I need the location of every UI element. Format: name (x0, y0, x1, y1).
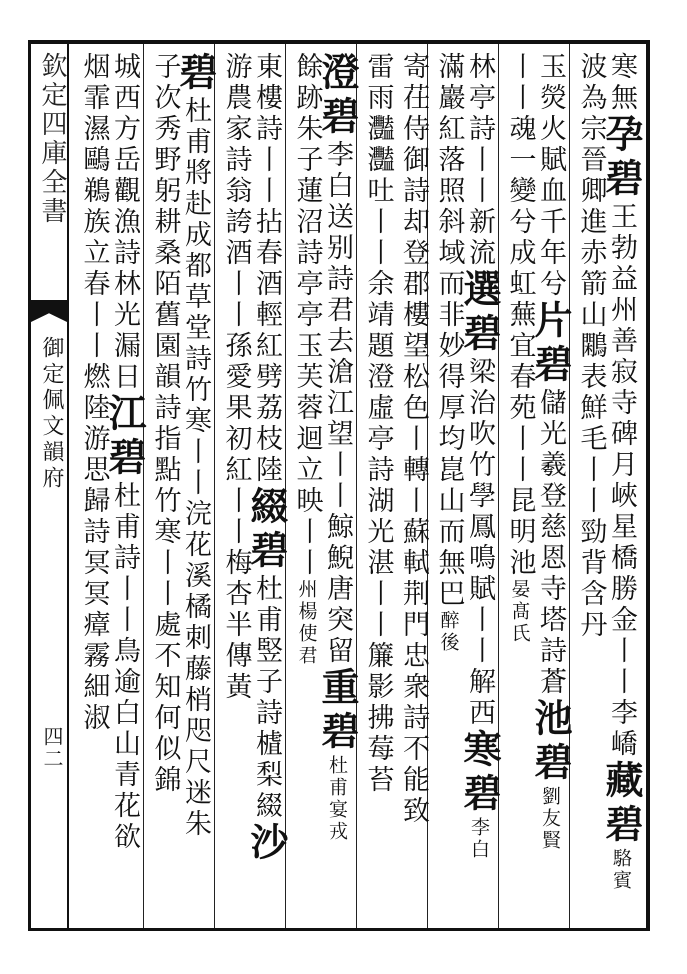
body-text: 寄茌侍御詩却登郡樓望松色丨轉丨蘇軾荆門忠衆詩不能致 (398, 52, 429, 827)
text-column (74, 52, 108, 924)
margin-series-title: 欽定四庫全書 (37, 52, 67, 226)
body-text: 東樓詩丨丨拈春酒輕紅劈荔枝陸 (251, 52, 282, 486)
body-text: 城西方岳觀漁詩林光漏日 (109, 52, 140, 393)
body-text: 雷雨灩灩吐丨丨余靖題澄虛亭詩湖光湛丨丨簾影拂莓苔 (362, 52, 394, 796)
body-text: 杜甫竪子詩樝梨綴 (251, 574, 282, 822)
entry-headword: 重碧 (315, 667, 360, 755)
body-text: 無 (606, 83, 637, 114)
body-text: 烟霏濕鷗鵜族立春丨丨 (78, 52, 110, 362)
body-text: 丨丨李嶠 (606, 636, 637, 760)
text-column (599, 52, 644, 924)
entry-headword: 藏碧 (599, 760, 644, 848)
annotation-text: 劉友賢 (539, 786, 561, 852)
entry-headword: 池碧 (528, 698, 573, 786)
body-text: 波 (575, 52, 607, 83)
entry-headword: 沙 (244, 822, 289, 866)
body-text: 游農家詩翁誇酒丨丨孫愛果初紅 (220, 52, 252, 486)
body-text: 燃陸游思歸詩冥冥瘴霧細淑 (78, 362, 110, 734)
body-text: 餘跡朱子蓮沼詩亭亭玉芙蓉迴立映丨丨 (291, 52, 323, 579)
column-rule (356, 44, 357, 928)
body-text: 域而非妙得厚均崑山而無巴 (433, 238, 465, 610)
body-text: 杜甫將赴成都草堂詩竹寒丨丨浣花溪橘刺藤梢咫尺迷朱 (180, 96, 211, 840)
body-text: 梁治吹竹學鳳鳴賦丨丨解西 (464, 357, 495, 729)
text-column (457, 52, 502, 924)
entry-headword: 綴碧 (244, 486, 289, 574)
column-rule (569, 44, 570, 928)
frame-right-border (646, 40, 650, 931)
text-column (173, 52, 218, 924)
column-rule (143, 44, 144, 928)
annotation-text: 杜甫宴戎 (326, 755, 348, 843)
body-text: 林亭詩丨丨新流 (464, 52, 495, 269)
entry-headword: 孕碧 (599, 114, 644, 202)
text-column (429, 52, 463, 924)
annotation-text: 駱賓 (610, 848, 632, 892)
body-text: 寒 (606, 52, 637, 83)
body-text: 王勃益州善寂寺碑月峽星橋勝金 (606, 202, 637, 636)
text-column (287, 52, 321, 924)
column-rule (214, 44, 215, 928)
entry-headword: 寒碧 (457, 729, 502, 817)
frame-top-border (28, 40, 648, 44)
body-text: 玉熒火賦血千年兮 (535, 52, 566, 300)
text-column (102, 52, 147, 924)
entry-headword: 碧 (173, 52, 218, 96)
margin-page-number: 四二 (40, 726, 64, 770)
entry-headword: 片碧 (528, 300, 573, 388)
body-text: 為宗晉卿進赤箭山鷴表鮮毛丨丨勁背含丹 (575, 83, 607, 641)
body-text: 丨丨梅杏半傳黃 (220, 486, 252, 703)
text-column (528, 52, 573, 924)
body-text: 李白送别詩君去滄江望丨丨鯨鯢唐突留 (322, 140, 353, 667)
annotation-text: 李白 (468, 817, 490, 861)
entry-headword: 選碧 (457, 269, 502, 357)
annotation-text: 州楊使君 (295, 579, 318, 667)
body-text: 儲光羲登慈恩寺塔詩蒼 (535, 388, 566, 698)
frame-bottom-border (28, 928, 648, 931)
body-text: 丨丨魂一變兮成虹 (504, 52, 536, 300)
entry-headword: 江碧 (102, 393, 147, 481)
body-text: 滿巖紅落照斜 (433, 52, 465, 238)
text-column (500, 52, 534, 924)
text-column (244, 52, 289, 924)
text-column (145, 52, 179, 924)
body-text: 杜甫詩丨丨鳥逾白山青花欲 (109, 481, 140, 853)
margin-book-title: 御定佩文韻府 (39, 336, 64, 492)
text-column (216, 52, 250, 924)
text-column (315, 52, 360, 924)
text-column (358, 52, 392, 924)
annotation-text: 醉後 (437, 610, 460, 654)
entry-headword: 澄碧 (315, 52, 360, 140)
annotation-text: 晏髙氏 (508, 579, 531, 645)
body-text: 蕪宜春苑丨丨昆明池 (504, 300, 536, 579)
text-column (571, 52, 605, 924)
text-column (394, 52, 428, 924)
body-text: 子次秀野躬耕桑陌舊園韻詩指點竹寒丨丨處不知何似錦 (149, 52, 181, 796)
